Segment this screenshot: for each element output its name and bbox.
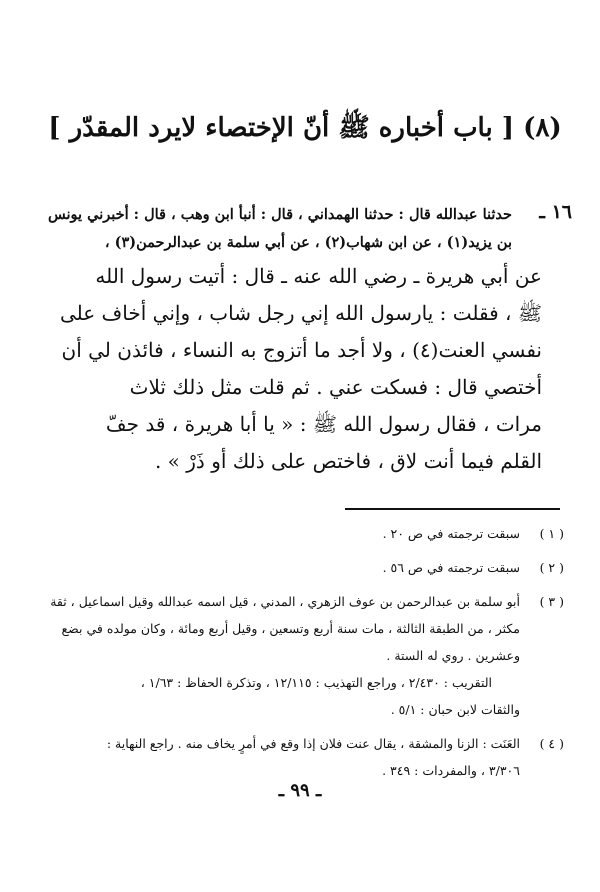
footnote-2	[52, 554, 564, 581]
hadith-matn	[58, 258, 542, 480]
matn-line: مرات ، فقال رسول الله ﷺ : « يا أبا هريرة ، قد جفّ	[105, 412, 542, 436]
matn-line: نفسي العنت(٤) ، ولا أجد ما أتزوج به النساء ، فائذن لي أن	[61, 338, 542, 362]
footnote-text: ٣/٣٠٦ ، والمفردات : ٣٤٩ .	[382, 763, 520, 778]
footnote-number: ( ٢ )	[539, 560, 564, 575]
footnote-text: مكثر ، من الطبقة الثالثة ، مات سنة أربع وتسعين ، وقيل أربع ومائة ، وكان مولده في بضع	[61, 621, 520, 636]
footnote-divider	[345, 508, 560, 510]
footnote-text: أبو سلمة بن عبدالرحمن بن عوف الزهري ، المدني ، قيل اسمه عبدالله وقيل اسماعيل ، ثقة	[50, 594, 520, 609]
footnote-text: والثقات لابن حبان : ٥/١ .	[390, 702, 520, 717]
footnote-number: ( ٤ )	[539, 736, 564, 751]
chapter-title: (٨) [ باب أخباره ﷺ أنّ الإختصاء لايرد المقدّر ]	[48, 113, 562, 143]
footnote-3	[52, 588, 564, 723]
hadith-number: ١٦ ـ	[539, 201, 572, 223]
footnote-number: ( ١ )	[539, 526, 564, 541]
footnote-number: ( ٣ )	[539, 594, 564, 609]
matn-line: ﷺ ، فقلت : يارسول الله إني رجل شاب ، وإني أخاف على	[59, 301, 542, 325]
footnote-1	[52, 520, 564, 547]
footnote-text: العَنَت : الزنا والمشقة ، يقال عنت فلان إذا وقع في أمرٍ يخاف منه . راجع النهاية :	[106, 736, 520, 751]
matn-line: أختصي قال : فسكت عني . ثم قلت مثل ذلك ثلاث	[129, 375, 542, 399]
hadith-isnad	[48, 201, 512, 257]
matn-line: عن أبي هريرة ـ رضي الله عنه ـ قال : أتيت رسول الله	[95, 264, 542, 288]
footnote-text: سبقت ترجمته في ص ٢٠ .	[382, 526, 520, 541]
footnotes	[52, 520, 564, 784]
isnad-line: بن يزيد(١) ، عن ابن شهاب(٢) ، عن أبي سلمة بن عبدالرحمن(٣) ،	[104, 234, 512, 251]
page-number: ـ ٩٩ ـ	[278, 780, 322, 801]
footnote-text: التقريب : ٢/٤٣٠ ، وراجع التهذيب : ١٢/١١٥ ، وتذكرة الحفاظ : ١/٦٣ ،	[140, 675, 492, 690]
matn-line: القلم فيما أنت لاق ، فاختص على ذلك أو ذَرْ » .	[154, 449, 542, 473]
footnote-text: وعشرين . روي له الستة .	[386, 648, 520, 663]
footnote-4	[52, 730, 564, 784]
isnad-line: حدثنا عبدالله قال : حدثنا الهمداني ، قال : أنبأ ابن وهب ، قال : أخبرني يونس	[48, 206, 512, 223]
footnote-text: سبقت ترجمته في ص ٥٦ .	[382, 560, 520, 575]
